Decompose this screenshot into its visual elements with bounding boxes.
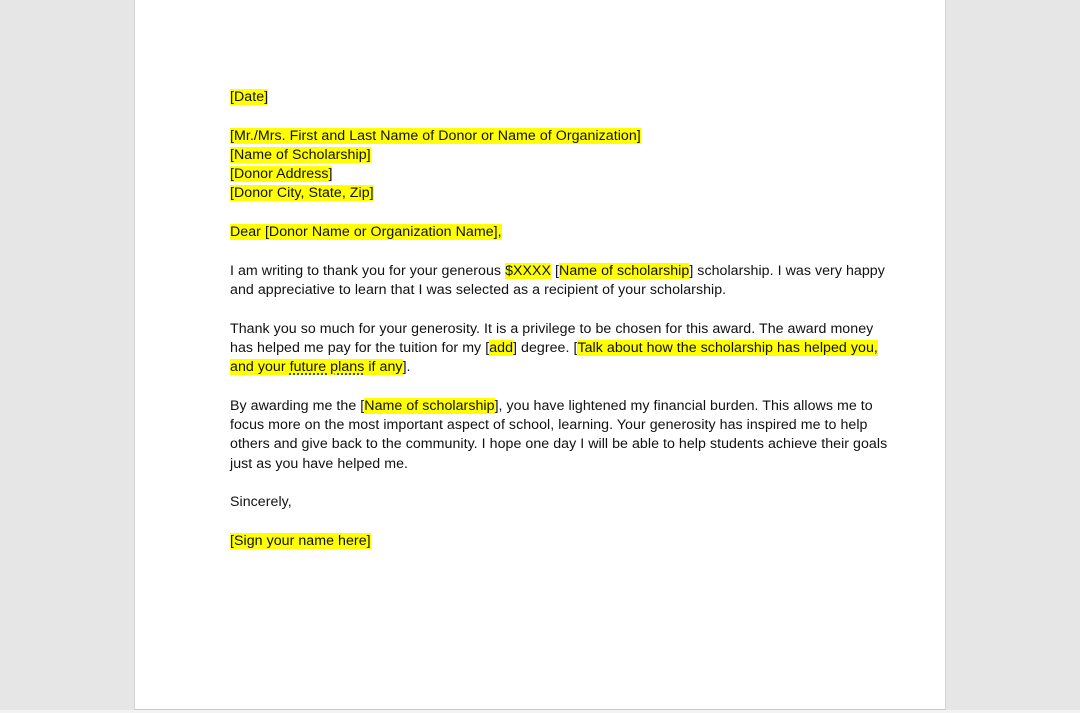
letter-body[interactable] (230, 88, 888, 551)
date-placeholder: [Date] (230, 89, 269, 105)
paragraph-3-line-4 (230, 455, 870, 474)
p3-text-line-2: focus more on the most important aspect of school, learning. Your generosity has inspired me to help (230, 417, 868, 434)
paragraph-3-line-3 (230, 435, 888, 454)
signature-placeholder: [Sign your name here] (230, 532, 371, 549)
p1-text-c: ] scholarship. I was very happy (689, 262, 885, 279)
scholarship-name-placeholder: Name of scholarship (559, 262, 690, 279)
p2-text-b: ] degree. [ (513, 339, 578, 356)
closing-text: Sincerely, (230, 494, 292, 511)
closing-line (230, 493, 870, 512)
recipient-name-placeholder: [Mr./Mrs. First and Last Name of Donor or Name of Organization] (230, 127, 641, 144)
date-line (230, 88, 870, 107)
recipient-scholarship-line (230, 146, 870, 165)
p1-text-line-2: and appreciative to learn that I was selected as a recipient of your scholarship. (230, 281, 727, 298)
blank-line (230, 204, 870, 223)
p1-text-a: I am writing to thank you for your generous (230, 262, 506, 279)
blank-line (230, 474, 870, 493)
blank-line (230, 300, 870, 319)
paragraph-2-line-2 (230, 339, 878, 358)
paragraph-1-line-2 (230, 281, 870, 300)
paragraph-2-line-3 (230, 358, 870, 377)
talk-about-placeholder-cont: and your (230, 359, 290, 376)
p3-text-line-3: others and give back to the community. I hope one day I will be able to help students achieve their goals (230, 436, 888, 453)
talk-about-placeholder-end: if any (364, 359, 403, 376)
recipient-address-placeholder: [Donor Address] (230, 166, 333, 183)
paragraph-3-line-2 (230, 416, 870, 435)
degree-placeholder: add (489, 339, 514, 356)
paragraph-3-line-1 (230, 397, 873, 416)
p3-text-b: ], you have lightened my financial burden. This allows me to (494, 397, 873, 414)
signature-line (230, 532, 870, 551)
blank-line (230, 377, 870, 396)
recipient-city-placeholder: [Donor City, State, Zip] (230, 185, 374, 202)
grammar-squiggle-future-plans[interactable]: future plans (289, 359, 365, 376)
blank-line (230, 513, 870, 532)
p2-text-a: has helped me pay for the tuition for my [ (230, 339, 490, 356)
p1-text-b: [ (551, 262, 560, 279)
p3-text-line-4: just as you have helped me. (230, 455, 409, 472)
recipient-name-line (230, 127, 870, 146)
blank-line (230, 242, 870, 261)
recipient-scholarship-placeholder: [Name of Scholarship] (230, 146, 371, 163)
scholarship-name-placeholder-2: Name of scholarship (364, 397, 495, 414)
amount-placeholder: $XXXX (505, 262, 552, 279)
paragraph-1-line-1 (230, 262, 885, 281)
paragraph-2-line-1 (230, 320, 874, 339)
recipient-address-line (230, 165, 870, 184)
salutation-placeholder: Dear [Donor Name or Organization Name], (230, 224, 502, 241)
p2-text-line-1: Thank you so much for your generosity. It is a privilege to be chosen for this award. The award money (230, 320, 874, 337)
blank-line (230, 107, 870, 126)
p3-text-a: By awarding me the [ (230, 397, 365, 414)
p2-text-c: ]. (402, 359, 411, 376)
talk-about-placeholder: Talk about how the scholarship has helped you, (577, 339, 878, 356)
recipient-city-line (230, 184, 870, 203)
salutation-line (230, 223, 870, 242)
document-page[interactable] (134, 0, 946, 710)
